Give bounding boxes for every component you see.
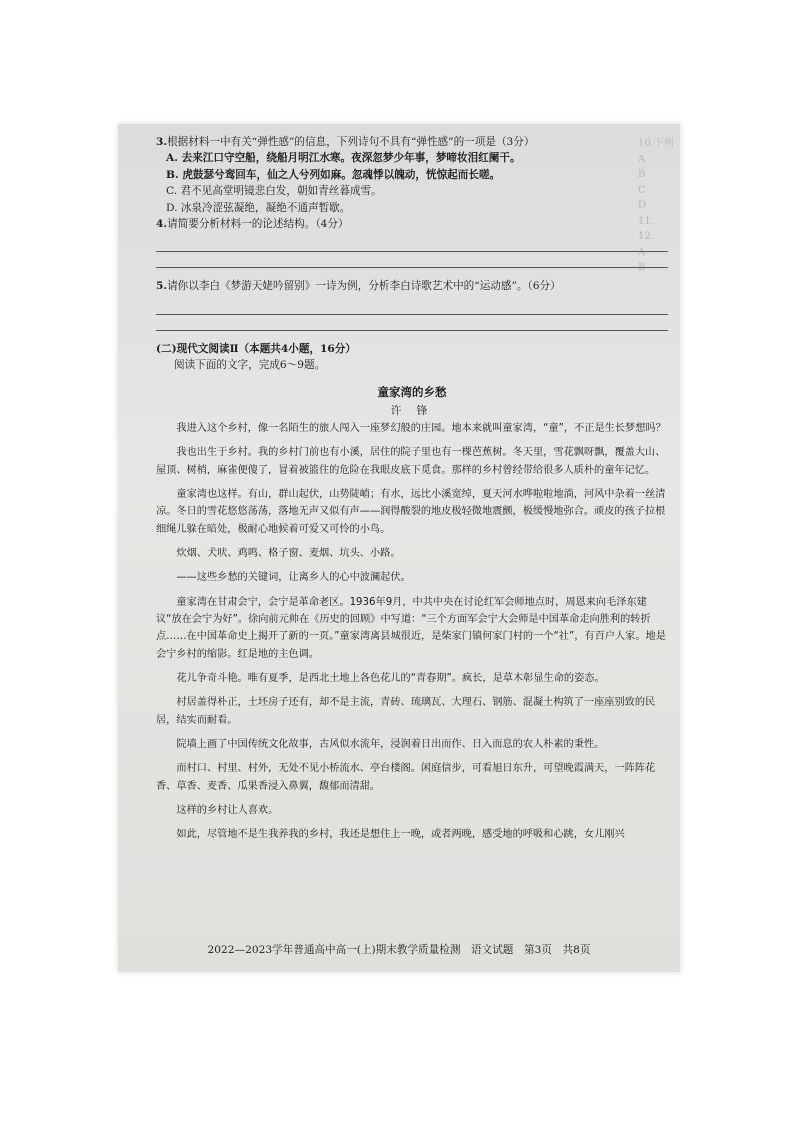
option-c: C. 君不见高堂明镜悲白发，朝如青丝暮成雪。: [166, 185, 382, 198]
question-5: 5.请你以李白《梦游天姥吟留别》一诗为例，分析李白诗歌艺术中的“运动感”。（6分）: [156, 280, 561, 293]
article-paragraph: 我进入这个乡村，像一名陌生的旅人闯入一座梦幻般的庄园。地本来就叫童家湾，“童”，不正是生长梦想吗？: [176, 422, 666, 434]
answer-line: [156, 299, 668, 315]
article-paragraph: 如此，尽管地不是生我养我的乡村，我还是想住上一晚，或者两晚，感受地的呼吸和心跳，女儿刚兴: [176, 829, 625, 841]
option-a: A. 去来江口守空船，绕船月明江水寒。夜深忽梦少年事，梦啼妆泪红阑干。: [166, 152, 521, 165]
article-paragraph: 村居盖得朴正，土坯房子还有，却不是主流，青砖、琉璃瓦、大理石、钢筋、混凝土构筑了一座座别致的民居，结实而耐看。: [156, 697, 656, 726]
page-footer: 2022—2023学年普通高中高一(上)期末教学质量检测 语文试题 第3页 共8页: [207, 944, 591, 956]
article-paragraph: 童家湾也这样。有山，群山起伏，山势陡峭；有水，远比小溪宽绰，夏天河水哗啦啦地淌，河风中杂着一丝清凉。冬日的雪花悠悠荡荡，落地无声又似有声——润得酸裂的地皮极轻微地震颤，极缓慢地弥合。顽皮的孩子拉根细绳儿躲在暗处，极耐心地候着可爱又可怜的小鸟。: [156, 488, 666, 535]
scanned-page-photo: [118, 124, 680, 972]
article-paragraph: 炊烟、犬吠、鸡鸣、格子窗、麦烟、坑头、小路。: [176, 547, 401, 559]
question-4: 4.请简要分析材料一的论述结构。（4分）: [156, 218, 349, 231]
option-b: B. 虎鼓瑟兮鸾回车，仙之人兮列如麻。忽魂悸以魄动，恍惊起而长嗟。: [166, 168, 501, 181]
article-author: 许 锋: [390, 405, 434, 418]
answer-line: [156, 315, 668, 331]
answer-line: [156, 252, 668, 268]
article-paragraph: 院墙上画了中国传统文化故事，古风似水流年，浸润着日出而作、日入而息的农人朴素的秉性。: [176, 739, 605, 751]
answer-line: [156, 236, 668, 252]
section-heading: (二)现代文阅读Ⅱ（本题共4小题，16分）: [156, 342, 356, 355]
article-paragraph: 童家湾在甘肃会宁，会宁是革命老区。1936年9月，中共中央在讨论红军会师地点时，周恩来向毛泽东建议“放在会宁为好”。徐向前元帅在《历史的回顾》中写道：“三个方面军会宁大会师是中国革命走向胜利的转折点……在中国革命史上揭开了新的一页。”童家湾离县城很近，是柴家门镇何家门村的一个“社”，有百户人家。地是会宁乡村的缩影。红是地的主色调。: [156, 596, 666, 660]
answer-area-5: [156, 299, 668, 331]
article-paragraph: 这样的乡村让人喜欢。: [176, 805, 279, 817]
article-paragraph: 花儿争奇斗艳。唯有夏季，是西北土地上各色花儿的“青春期”。疯长，是草木彰显生命的姿态。: [176, 673, 605, 684]
section-instruction: 阅读下面的文字，完成6～9题。: [174, 359, 326, 372]
exam-sheet: [156, 134, 668, 851]
article-paragraph: 我也出生于乡村。我的乡村门前也有小溪，居住的院子里也有一棵芭蕉树。冬天里，雪花飘呀飘，覆盖大山、屋顶、树梢，麻雀便傻了，冒着被篮住的危险在我眼皮底下觅食。那样的乡村曾经带给很多人质朴的童年记忆。: [156, 447, 666, 476]
bleed-through-text: 10.下列 A B C D 11. 12. A B: [638, 138, 674, 273]
option-d: D. 冰泉冷涩弦凝绝，凝绝不通声暂歇。: [166, 201, 351, 214]
answer-area-4: [156, 236, 668, 268]
article-paragraph: 而村口、村里、村外，无处不见小桥流水、亭台楼阁。闲庭信步，可看旭日东升，可望晚霞满天，一阵阵花香、草香、麦香、瓜果香浸入鼻翼，馥郁而清甜。: [156, 763, 656, 792]
question-3: 3.根据材料一中有关“弹性感”的信息，下列诗句不具有“弹性感”的一项是（3分）: [156, 136, 535, 148]
article-paragraph: ——这些乡愁的关键词，让离乡人的心中波澜起伏。: [176, 572, 411, 584]
article-title: 童家湾的乡愁: [377, 384, 447, 399]
